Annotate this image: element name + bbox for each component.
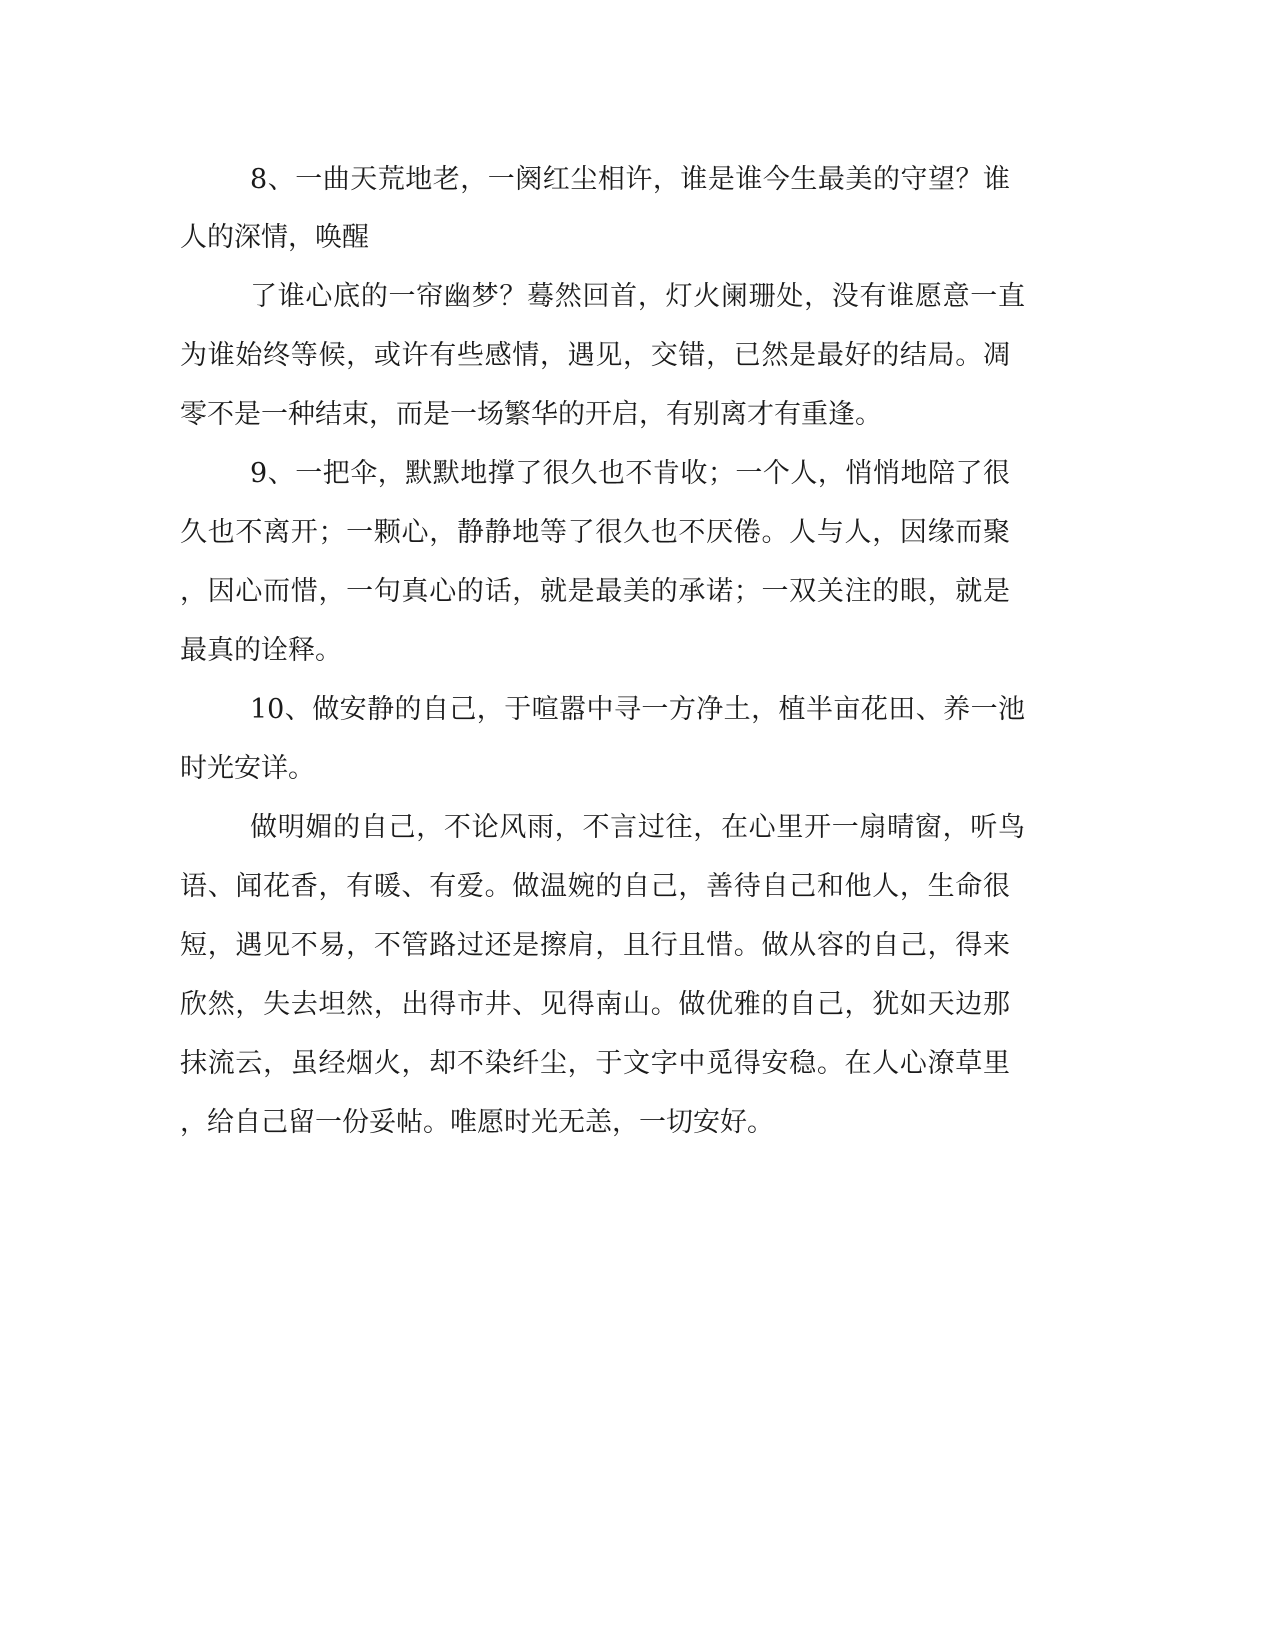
paragraph-line: 时光安详。 — [180, 753, 315, 784]
paragraph-line: 语、闻花香，有暖、有爱。做温婉的自己，善待自己和他人，生命很 — [180, 871, 1010, 902]
paragraph-line: 为谁始终等候，或许有些感情，遇见，交错，已然是最好的结局。凋 — [180, 340, 1010, 371]
paragraph-line: 欣然，失去坦然，出得市井、见得南山。做优雅的自己，犹如天边那 — [180, 989, 1010, 1020]
paragraph-line: ，给自己留一份妥帖。唯愿时光无恙，一切安好。 — [180, 1107, 774, 1138]
paragraph-line: 10、做安静的自己，于喧嚣中寻一方净土，植半亩花田、养一池 — [250, 694, 1025, 725]
paragraph-line: 8、一曲天荒地老，一阕红尘相许，谁是谁今生最美的守望？谁 — [250, 164, 1010, 195]
paragraph-line: 久也不离开；一颗心，静静地等了很久也不厌倦。人与人，因缘而聚 — [180, 517, 1010, 548]
paragraph-line: 抹流云，虽经烟火，却不染纤尘，于文字中觅得安稳。在人心潦草里 — [180, 1048, 1010, 1079]
paragraph-line: 了谁心底的一帘幽梦？蓦然回首，灯火阑珊处，没有谁愿意一直 — [250, 281, 1025, 312]
paragraph-line: 9、一把伞，默默地撑了很久也不肯收；一个人，悄悄地陪了很 — [250, 458, 1010, 489]
paragraph-line: 做明媚的自己，不论风雨，不言过往，在心里开一扇晴窗，听鸟 — [250, 812, 1025, 843]
paragraph-line: 短，遇见不易，不管路过还是擦肩，且行且惜。做从容的自己，得来 — [180, 930, 1010, 961]
paragraph-line: ，因心而惜，一句真心的话，就是最美的承诺；一双关注的眼，就是 — [180, 576, 1010, 607]
paragraph-line: 最真的诠释。 — [180, 635, 342, 666]
paragraph-line: 零不是一种结束，而是一场繁华的开启，有别离才有重逢。 — [180, 399, 882, 430]
paragraph-line: 人的深情，唤醒 — [180, 222, 369, 253]
